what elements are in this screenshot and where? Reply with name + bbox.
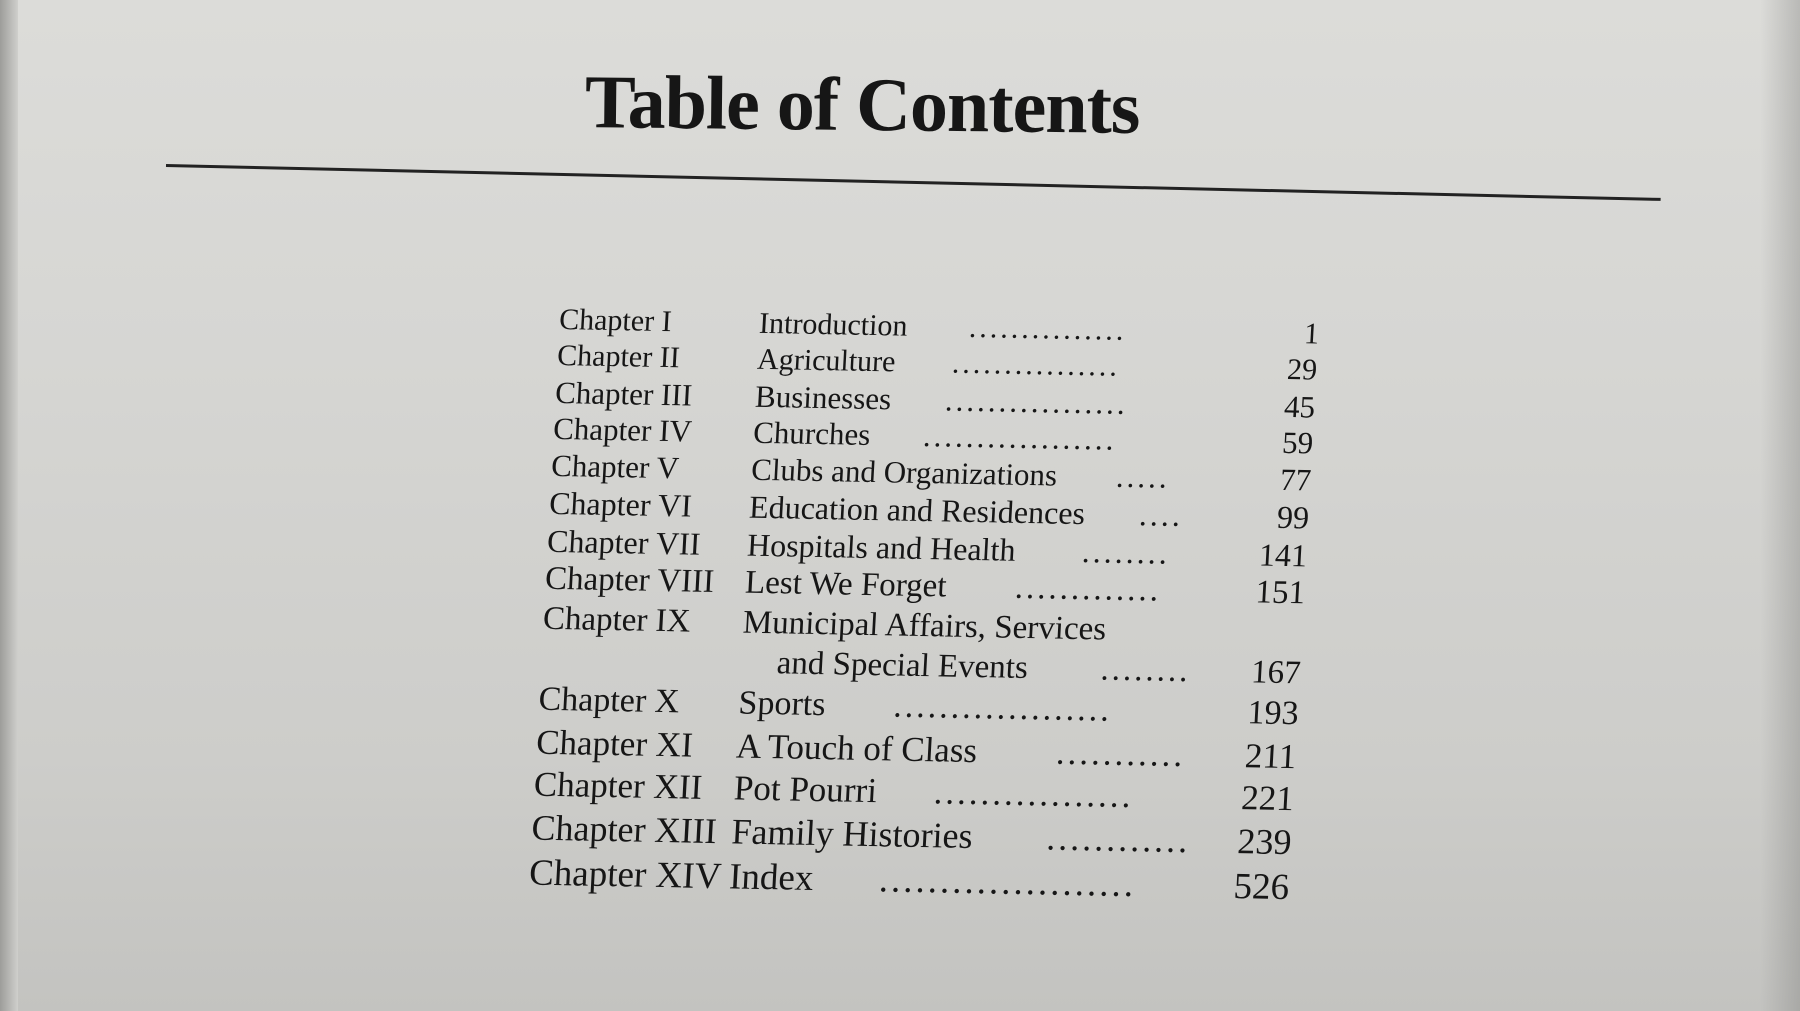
page-number: 29 (1286, 352, 1319, 387)
chapter-label: Chapter VII (546, 522, 702, 562)
chapter-title: Sports (737, 684, 827, 724)
chapter-label: Chapter V (550, 447, 680, 486)
chapter-title: Index (728, 856, 815, 899)
dot-leader: ..... (1115, 458, 1171, 495)
page-right-edge (1760, 0, 1800, 1011)
chapter-title: Hospitals and Health (746, 526, 1017, 568)
dot-leader: .... (1138, 496, 1185, 533)
dot-leader: ..................... (878, 859, 1138, 906)
chapter-label: Chapter XI (535, 722, 694, 765)
dot-leader: ............ (1045, 817, 1192, 861)
chapter-title: Family Histories (730, 811, 974, 857)
dot-leader: ........ (1099, 651, 1192, 690)
chapter-label: Chapter VI (548, 484, 693, 524)
page-number: 141 (1258, 536, 1309, 574)
dot-leader: ........ (1081, 533, 1172, 571)
dot-leader: ................... (892, 687, 1114, 729)
chapter-label: Chapter I (558, 303, 673, 339)
dot-leader: ............. (1014, 569, 1163, 609)
chapter-title: Lest We Forget (744, 564, 948, 605)
dot-leader: ................ (951, 346, 1122, 383)
chapter-label: Chapter XIV (528, 852, 723, 898)
chapter-title: Clubs and Organizations (750, 451, 1059, 493)
dot-leader: ............... (968, 310, 1128, 347)
dot-leader: ........... (1055, 732, 1187, 775)
page-number: 239 (1236, 821, 1293, 863)
chapter-label: Chapter II (556, 338, 681, 375)
chapter-title: Education and Residences (748, 488, 1087, 532)
page-number: 77 (1279, 461, 1313, 498)
chapter-label: Chapter XIII (530, 807, 718, 852)
page-title: Table of Contents (584, 60, 1140, 150)
page-number: 526 (1232, 866, 1291, 909)
chapter-title: Churches (752, 414, 872, 452)
chapter-title: Pot Pourri (732, 768, 878, 811)
dot-leader: .................. (922, 418, 1118, 457)
chapter-label: Chapter IX (542, 600, 692, 640)
chapter-title: Introduction (758, 306, 909, 343)
chapter-label: Chapter VIII (544, 560, 716, 600)
page-number: 151 (1254, 574, 1307, 612)
chapter-title: Municipal Affairs, Services (741, 604, 1108, 648)
dot-leader: ................. (944, 382, 1129, 421)
page-number: 1 (1303, 317, 1320, 351)
page-number: 167 (1250, 654, 1302, 692)
page-number: 193 (1246, 694, 1300, 733)
chapter-label: Chapter III (554, 374, 694, 413)
dot-leader: ................. (932, 772, 1135, 816)
chapter-title: Agriculture (756, 342, 897, 379)
page-number: 45 (1283, 388, 1317, 425)
page-left-edge (0, 0, 18, 1011)
title-rule (166, 164, 1661, 201)
page-number: 99 (1276, 498, 1311, 536)
page-number: 211 (1243, 736, 1298, 777)
page-number: 59 (1281, 424, 1315, 461)
chapter-title: and Special Events (775, 645, 1029, 687)
chapter-label: Chapter IV (552, 410, 693, 449)
chapter-title: Businesses (754, 378, 893, 417)
chapter-title: A Touch of Class (735, 726, 979, 771)
chapter-label: Chapter XII (532, 764, 704, 807)
page-number: 221 (1240, 778, 1295, 819)
chapter-label: Chapter X (537, 680, 681, 721)
